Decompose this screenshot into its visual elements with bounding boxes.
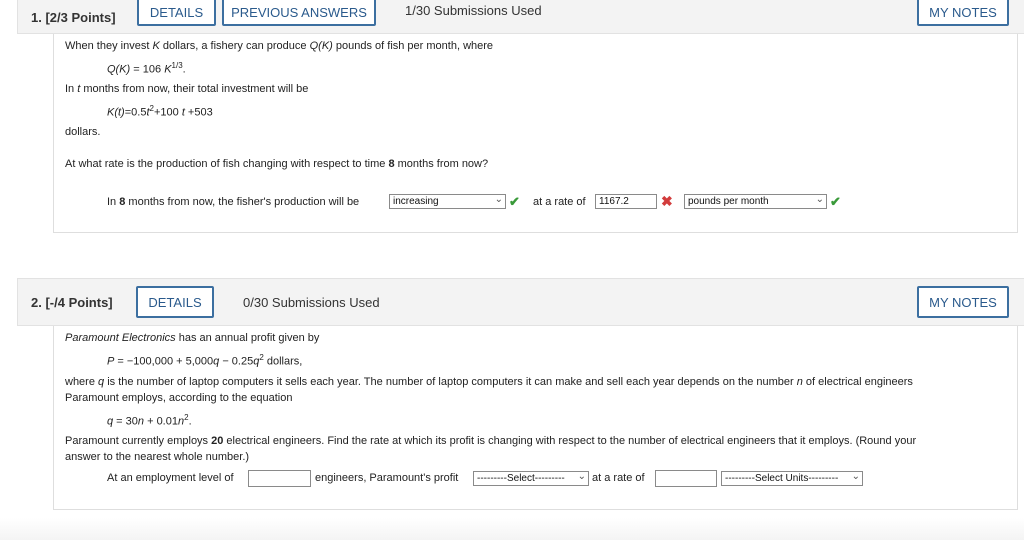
chevron-down-icon: ⌄ xyxy=(851,471,860,482)
q2-engineers-text: engineers, Paramount's profit xyxy=(315,472,459,484)
q2-details-button[interactable]: DETAILS xyxy=(136,286,214,318)
q2-employment-input[interactable] xyxy=(248,470,311,487)
q2-where-line2: Paramount employs, according to the equation xyxy=(65,392,293,404)
q1-details-button[interactable]: DETAILS xyxy=(137,0,216,26)
q1-previous-answers-button[interactable]: PREVIOUS ANSWERS xyxy=(222,0,376,26)
q2-quantity-formula: $q = 30n + 0.01n^2$. xyxy=(107,413,192,428)
q1-trend-select[interactable]: increasing ⌄ xyxy=(389,194,506,209)
q2-task: Paramount currently employs 20 electrical engineers. Find the rate at which its profit is changing with respect to the number of electrical engineers that it employs. (Round your xyxy=(65,435,917,447)
q1-rate-text: at a rate of xyxy=(533,196,586,208)
q2-profit-select[interactable]: ---------Select--------- ⌄ xyxy=(473,471,589,486)
chevron-down-icon: ⌄ xyxy=(815,194,824,205)
q1-dollars: dollars. xyxy=(65,126,101,138)
q2-units-select[interactable]: ---------Select Units--------- ⌄ xyxy=(721,471,863,486)
bottom-fade xyxy=(0,518,1024,540)
q1-formula-q: Q(K) = 106 $K^{1/3}$. xyxy=(107,61,186,76)
correct-check-icon: ✔ xyxy=(509,194,520,209)
q2-rate-input[interactable] xyxy=(655,470,717,487)
chevron-down-icon: ⌄ xyxy=(577,471,586,482)
q2-number: 2. [-/4 Points] xyxy=(31,295,113,310)
q1-my-notes-button[interactable]: MY NOTES xyxy=(917,0,1009,26)
q2-intro: Paramount Electronics has an annual profit given by xyxy=(65,332,320,344)
q2-submissions: 0/30 Submissions Used xyxy=(243,295,380,310)
q1-answer-prefix: In 8 months from now, the fisher's production will be xyxy=(107,196,360,208)
q1-units-select[interactable]: pounds per month ⌄ xyxy=(684,194,827,209)
q1-investment-intro: In t months from now, their total investment will be xyxy=(65,83,309,95)
q1-question: At what rate is the production of fish changing with respect to time 8 months from now? xyxy=(65,158,489,170)
q2-employment-label: At an employment level of xyxy=(107,472,234,484)
q1-number: 1. [2/3 Points] xyxy=(31,10,116,25)
q1-submissions: 1/30 Submissions Used xyxy=(405,3,542,18)
incorrect-x-icon: ✖ xyxy=(661,193,673,209)
q2-my-notes-button[interactable]: MY NOTES xyxy=(917,286,1009,318)
q2-profit-formula: $P = -100,000 + 5,000q - 0.25q^2$ dollars, xyxy=(107,353,303,368)
q2-rate-text: at a rate of xyxy=(592,472,645,484)
q1-intro: When they invest K dollars, a fishery can produce Q(K) pounds of fish per month, where xyxy=(65,40,494,52)
q1-rate-input[interactable]: 1167.2 xyxy=(595,194,657,209)
q2-task-line2: answer to the nearest whole number.) xyxy=(65,451,250,463)
q1-formula-k: $K(t)=0.5t^2+100$ t +503 xyxy=(107,104,213,119)
chevron-down-icon: ⌄ xyxy=(494,194,503,205)
correct-check-icon: ✔ xyxy=(830,194,841,209)
q2-where: where q is the number of laptop computers it sells each year. The number of laptop computers it can make and sell each year depends on the number n of electrical engineers xyxy=(65,376,913,388)
